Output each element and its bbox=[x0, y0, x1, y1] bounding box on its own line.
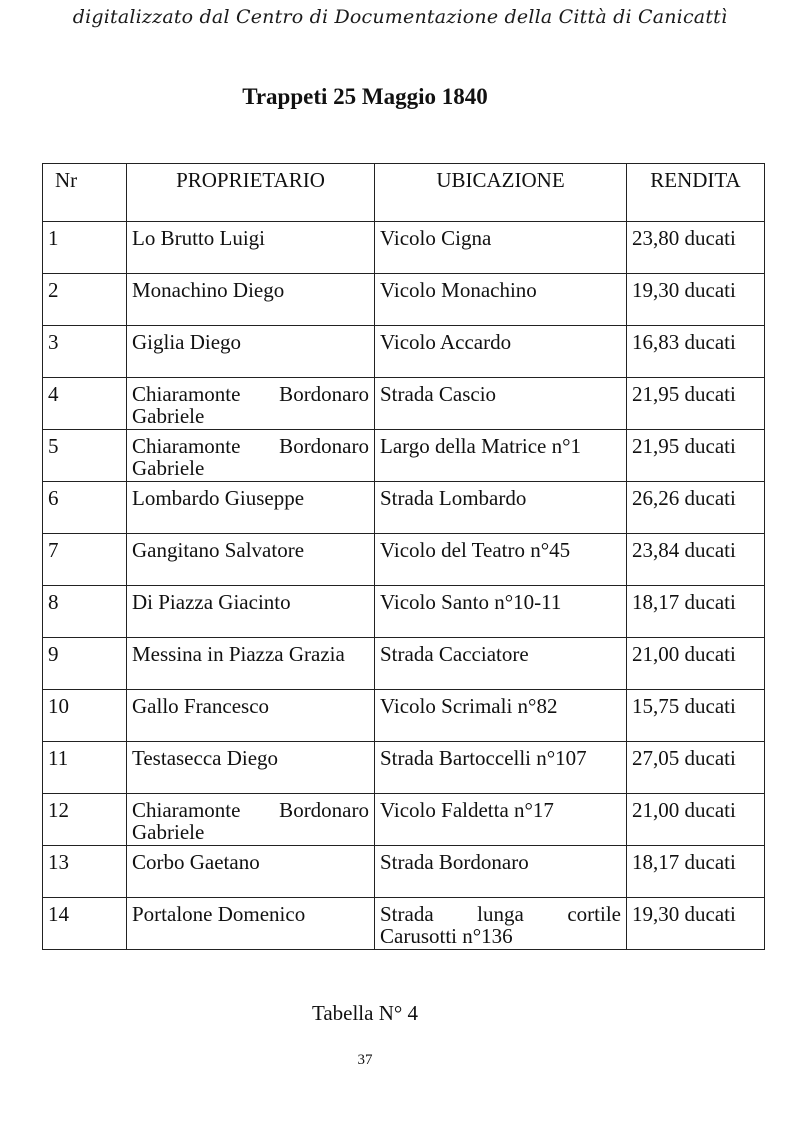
cell-ubicazione: Strada Cacciatore bbox=[375, 638, 627, 690]
table-caption: Tabella N° 4 bbox=[311, 1001, 419, 1025]
cell-ubicazione: Largo della Matrice n°1 bbox=[375, 430, 627, 482]
cell-proprietario: Testasecca Diego bbox=[127, 742, 375, 794]
cell-ubicazione: Vicolo Scrimali n°82 bbox=[375, 690, 627, 742]
cell-nr: 12 bbox=[43, 794, 127, 846]
table-row bbox=[43, 794, 765, 846]
cell-rendita: 21,00 ducati bbox=[627, 638, 765, 690]
cell-rendita: 18,17 ducati bbox=[627, 846, 765, 898]
cell-rendita: 18,17 ducati bbox=[627, 586, 765, 638]
cell-nr: 9 bbox=[43, 638, 127, 690]
cell-nr: 1 bbox=[43, 222, 127, 274]
column-header-proprietario: PROPRIETARIO bbox=[127, 164, 375, 222]
cell-ubicazione: Vicolo Monachino bbox=[375, 274, 627, 326]
cell-ubicazione: Vicolo Accardo bbox=[375, 326, 627, 378]
cell-rendita: 27,05 ducati bbox=[627, 742, 765, 794]
cell-proprietario: Messina in Piazza Grazia bbox=[127, 638, 375, 690]
cell-nr: 8 bbox=[43, 586, 127, 638]
table-row bbox=[43, 326, 765, 378]
cell-nr: 7 bbox=[43, 534, 127, 586]
table-row bbox=[43, 482, 765, 534]
cell-proprietario: Lombardo Giuseppe bbox=[127, 482, 375, 534]
table-row bbox=[43, 274, 765, 326]
cell-proprietario: Corbo Gaetano bbox=[127, 846, 375, 898]
cell-ubicazione: Strada Lombardo bbox=[375, 482, 627, 534]
table-row bbox=[43, 638, 765, 690]
column-header-ubicazione: UBICAZIONE bbox=[375, 164, 627, 222]
table-row bbox=[43, 690, 765, 742]
cell-ubicazione: Strada Cascio bbox=[375, 378, 627, 430]
cell-ubicazione: Vicolo Faldetta n°17 bbox=[375, 794, 627, 846]
trappeti-table bbox=[42, 163, 765, 950]
cell-ubicazione: Vicolo Cigna bbox=[375, 222, 627, 274]
cell-rendita: 23,80 ducati bbox=[627, 222, 765, 274]
cell-nr: 2 bbox=[43, 274, 127, 326]
page-title: Trappeti 25 Maggio 1840 bbox=[242, 84, 488, 109]
cell-nr: 4 bbox=[43, 378, 127, 430]
column-header-nr: Nr bbox=[43, 164, 127, 222]
table-row bbox=[43, 586, 765, 638]
cell-rendita: 19,30 ducati bbox=[627, 898, 765, 950]
table-row bbox=[43, 222, 765, 274]
cell-nr: 3 bbox=[43, 326, 127, 378]
cell-proprietario: Chiaramonte Bordonaro Gabriele bbox=[127, 794, 375, 846]
page-number: 37 bbox=[357, 1052, 373, 1068]
cell-rendita: 21,95 ducati bbox=[627, 378, 765, 430]
cell-rendita: 15,75 ducati bbox=[627, 690, 765, 742]
cell-nr: 5 bbox=[43, 430, 127, 482]
table-row bbox=[43, 742, 765, 794]
table-row bbox=[43, 430, 765, 482]
cell-ubicazione: Strada Bordonaro bbox=[375, 846, 627, 898]
cell-nr: 13 bbox=[43, 846, 127, 898]
cell-nr: 11 bbox=[43, 742, 127, 794]
column-header-rendita: RENDITA bbox=[627, 164, 765, 222]
table-header-row bbox=[43, 164, 765, 222]
cell-ubicazione: Vicolo del Teatro n°45 bbox=[375, 534, 627, 586]
table-row bbox=[43, 534, 765, 586]
cell-proprietario: Chiaramonte Bordonaro Gabriele bbox=[127, 378, 375, 430]
cell-proprietario: Lo Brutto Luigi bbox=[127, 222, 375, 274]
table-row bbox=[43, 846, 765, 898]
digitization-credit: digitalizzato dal Centro di Documentazione della Città di Canicattì bbox=[72, 6, 728, 28]
cell-rendita: 23,84 ducati bbox=[627, 534, 765, 586]
cell-proprietario: Portalone Domenico bbox=[127, 898, 375, 950]
cell-proprietario: Gallo Francesco bbox=[127, 690, 375, 742]
cell-proprietario: Chiaramonte Bordonaro Gabriele bbox=[127, 430, 375, 482]
cell-nr: 10 bbox=[43, 690, 127, 742]
cell-nr: 14 bbox=[43, 898, 127, 950]
cell-rendita: 21,00 ducati bbox=[627, 794, 765, 846]
cell-proprietario: Gangitano Salvatore bbox=[127, 534, 375, 586]
cell-rendita: 19,30 ducati bbox=[627, 274, 765, 326]
cell-ubicazione: Strada Bartoccelli n°107 bbox=[375, 742, 627, 794]
cell-rendita: 16,83 ducati bbox=[627, 326, 765, 378]
cell-rendita: 21,95 ducati bbox=[627, 430, 765, 482]
table-body bbox=[43, 222, 765, 950]
table-row bbox=[43, 378, 765, 430]
cell-proprietario: Monachino Diego bbox=[127, 274, 375, 326]
cell-ubicazione: Strada lunga cortile Carusotti n°136 bbox=[375, 898, 627, 950]
table-row bbox=[43, 898, 765, 950]
cell-proprietario: Giglia Diego bbox=[127, 326, 375, 378]
cell-nr: 6 bbox=[43, 482, 127, 534]
cell-ubicazione: Vicolo Santo n°10-11 bbox=[375, 586, 627, 638]
cell-proprietario: Di Piazza Giacinto bbox=[127, 586, 375, 638]
cell-rendita: 26,26 ducati bbox=[627, 482, 765, 534]
